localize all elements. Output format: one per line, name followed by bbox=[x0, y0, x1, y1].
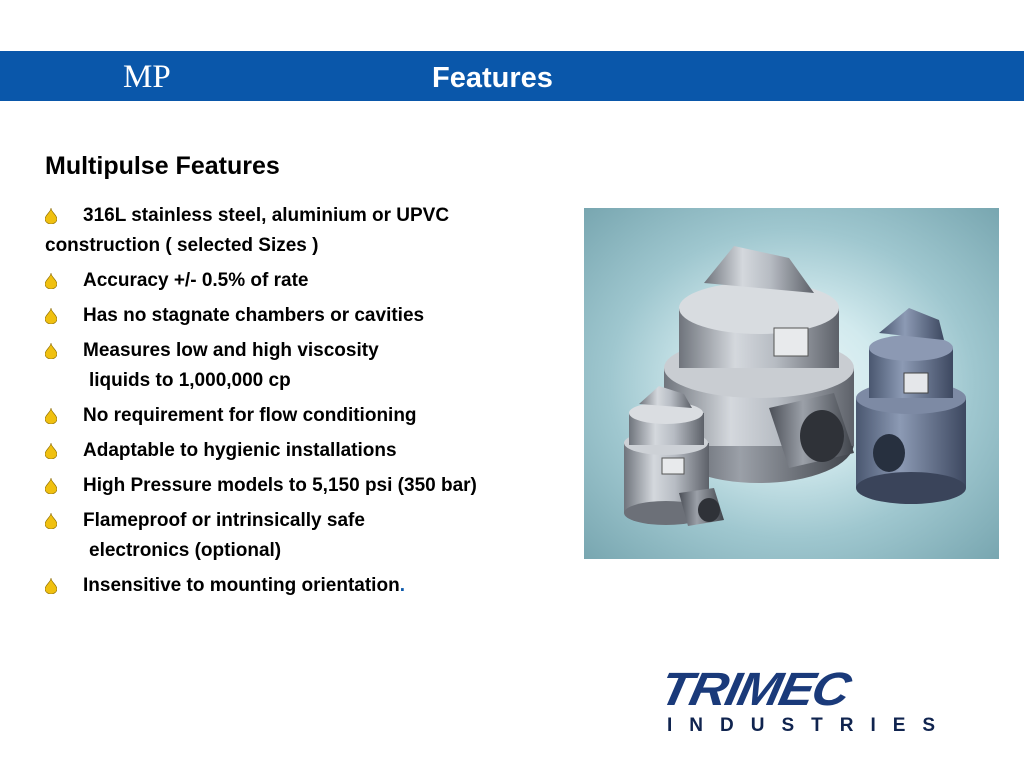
feature-text: No requirement for flow conditioning bbox=[83, 405, 417, 426]
teardrop-icon bbox=[45, 301, 83, 331]
feature-item bbox=[45, 401, 575, 431]
feature-text: High Pressure models to 5,150 psi (350 bar) bbox=[83, 475, 477, 496]
teardrop-icon bbox=[45, 506, 83, 536]
feature-text: Adaptable to hygienic installations bbox=[83, 440, 397, 461]
feature-line: Measures low and high viscosity bbox=[83, 340, 379, 361]
feature-item bbox=[45, 506, 575, 566]
teardrop-icon bbox=[45, 401, 83, 431]
feature-item bbox=[45, 436, 575, 466]
final-period: . bbox=[399, 575, 405, 596]
section-heading: Multipulse Features bbox=[45, 152, 280, 180]
feature-text: Accuracy +/- 0.5% of rate bbox=[83, 270, 309, 291]
page-title: Features bbox=[432, 62, 553, 94]
feature-text bbox=[45, 201, 450, 261]
feature-item bbox=[45, 201, 575, 261]
feature-text bbox=[83, 571, 405, 601]
three-flow-meters-image bbox=[584, 208, 999, 559]
product-code: MP bbox=[123, 59, 171, 95]
feature-item bbox=[45, 266, 575, 296]
trimec-logo bbox=[655, 663, 985, 740]
feature-text bbox=[83, 336, 379, 396]
teardrop-icon bbox=[45, 571, 83, 601]
teardrop-icon bbox=[45, 436, 83, 466]
teardrop-icon bbox=[45, 201, 83, 231]
logo-brand: TRIMEC bbox=[655, 663, 854, 716]
feature-text: Has no stagnate chambers or cavities bbox=[83, 305, 425, 326]
feature-item bbox=[45, 301, 575, 331]
feature-line-cont: construction ( selected Sizes ) bbox=[45, 235, 319, 256]
feature-text bbox=[83, 506, 365, 566]
feature-list bbox=[45, 201, 575, 606]
feature-line-cont: liquids to 1,000,000 cp bbox=[89, 370, 291, 391]
feature-line: Insensitive to mounting orientation bbox=[83, 575, 400, 596]
blue-meter-graphic bbox=[856, 308, 966, 504]
feature-line: 316L stainless steel, aluminium or UPVC bbox=[83, 205, 450, 226]
feature-line-cont: electronics (optional) bbox=[89, 540, 282, 561]
teardrop-icon bbox=[45, 336, 83, 366]
feature-item bbox=[45, 471, 575, 501]
logo-sub: INDUSTRIES bbox=[667, 715, 953, 736]
teardrop-icon bbox=[45, 471, 83, 501]
feature-item bbox=[45, 571, 575, 601]
feature-line: Flameproof or intrinsically safe bbox=[83, 510, 365, 531]
feature-item bbox=[45, 336, 575, 396]
teardrop-icon bbox=[45, 266, 83, 296]
